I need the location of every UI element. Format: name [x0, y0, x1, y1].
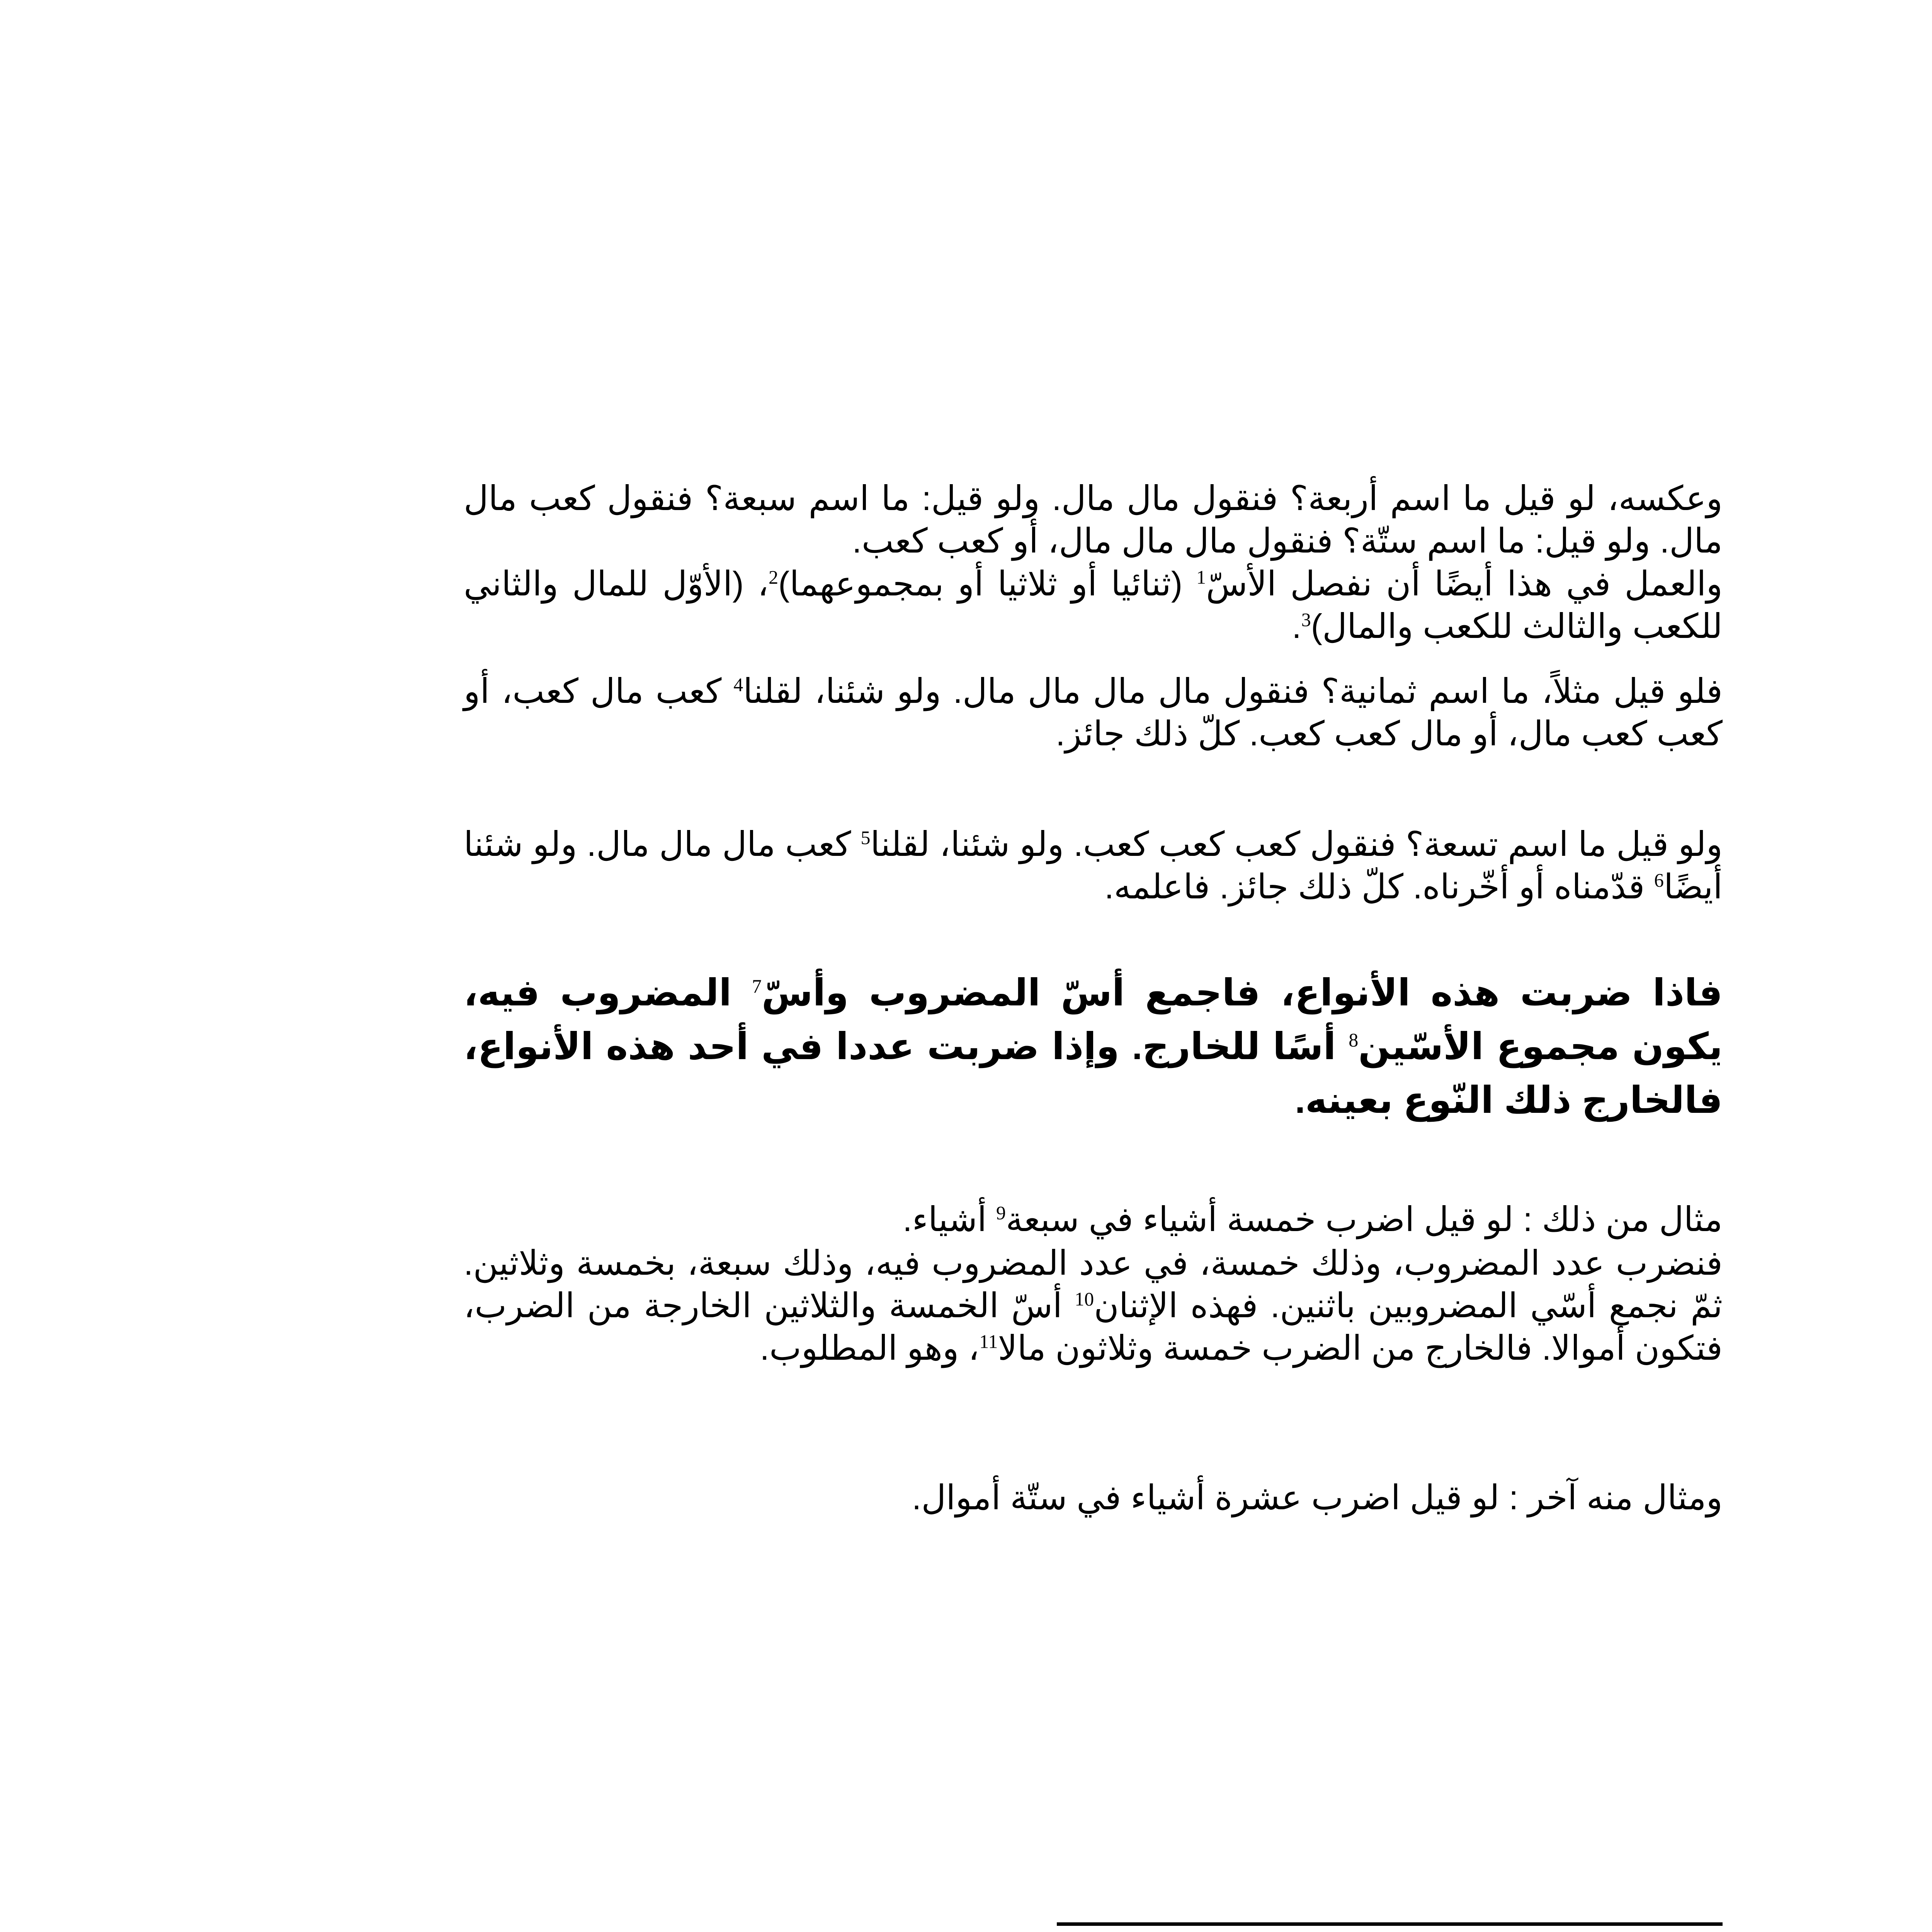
paragraph-text [464, 670, 1723, 755]
text-segment: ومثال منه آخر : لو قيل اضرب عشرة أشياء في ستّة أموال. [912, 1478, 1723, 1517]
paragraph-text [464, 563, 1723, 648]
text-segment: فاذا ضربت هذه الأنواع، فاجمع أسّ المضروب وأسّ [762, 972, 1723, 1014]
text-segment: وعكسه، لو قيل ما اسم أربعة؟ فنقول مال مال. ولو قيل: ما اسم سبعة؟ فنقول كعب مال مال. ولو قيل: ما اسم ستّة؟ فنقول مال مال مال، أو كعب كعب. [464, 479, 1723, 560]
paragraph-6 [464, 1198, 1723, 1241]
paragraph-4 [464, 823, 1723, 908]
footnote-ref[interactable]: 6 [1654, 869, 1664, 891]
paragraph-7 [464, 1242, 1723, 1369]
footnote-ref[interactable]: 3 [1301, 609, 1311, 631]
paragraph-text [464, 966, 1723, 1127]
paragraph-text [464, 1198, 1723, 1241]
footnote-separator [1057, 1922, 1723, 1926]
bold-rule-paragraph [464, 966, 1723, 1127]
paragraph-3 [464, 670, 1723, 755]
footnote-ref[interactable]: 5 [861, 827, 871, 849]
text-segment: أسّ الخمسة والثلاثين الخارجة من الضرب، فتكون أموالا. فالخارج من الضرب خمسة وثلاثون مالا [464, 1286, 1723, 1367]
footnote-ref[interactable]: 4 [733, 673, 743, 696]
text-segment: ولو قيل ما اسم تسعة؟ فنقول كعب كعب كعب. ولو شئنا، لقلنا [870, 825, 1723, 863]
text-segment: أشياء. [903, 1200, 996, 1238]
text-segment: . [1292, 607, 1301, 645]
text-segment: كعب مال كعب، أو كعب كعب مال، أو مال كعب كعب. كلّ ذلك جائز. [464, 672, 1723, 753]
footnote-ref[interactable]: 7 [752, 975, 762, 997]
text-segment: فلو قيل مثلاً، ما اسم ثمانية؟ فنقول مال مال مال مال. ولو شئنا، لقلنا [743, 672, 1723, 710]
paragraph-1 [464, 477, 1723, 562]
footnote-ref[interactable]: 9 [996, 1202, 1006, 1224]
text-segment: المضروب فيه، يكون مجموع الأسّين [464, 972, 1723, 1067]
paragraph-8 [464, 1476, 1723, 1519]
paragraph-2 [464, 563, 1723, 648]
text-segment: ، (الأوّل للمال والثاني للكعب والثالث للكعب والمال) [464, 565, 1723, 645]
footnote-ref[interactable]: 1 [1196, 566, 1206, 588]
paragraph-text [464, 477, 1723, 562]
footnote-ref[interactable]: 11 [979, 1330, 998, 1352]
text-segment: كعب مال مال مال. ولو شئنا أيضًا [464, 825, 1723, 906]
footnote-ref[interactable]: 10 [1075, 1288, 1094, 1310]
footnote-ref[interactable]: 8 [1349, 1029, 1359, 1051]
text-segment: ، وهو المطلوب. [760, 1329, 980, 1367]
text-segment: قدّمناه أو أخّرناه. كلّ ذلك جائز. فاعلمه. [1104, 867, 1654, 906]
text-segment: والعمل في هذا أيضًا أن نفصل الأسّ [1206, 565, 1723, 603]
paragraph-text [464, 1242, 1723, 1369]
text-segment: مثال من ذلك : لو قيل اضرب خمسة أشياء في سبعة [1005, 1200, 1723, 1238]
paragraph-text [464, 823, 1723, 908]
footnote-ref[interactable]: 2 [769, 566, 779, 588]
text-segment: أسًا للخارج. وإذا ضربت عددا في أحد هذه الأنواع، فالخارج ذلك النّوع بعينه. [464, 1026, 1723, 1121]
paragraph-text [464, 1476, 1723, 1519]
text-segment: (ثنائيا أو ثلاثيا أو بمجموعهما) [778, 565, 1197, 603]
text-segment: فنضرب عدد المضروب، وذلك خمسة، في عدد المضروب فيه، وذلك سبعة، بخمسة وثلاثين. ثمّ نجمع أسّي المضروبين باثنين. فهذه الإثنان [464, 1244, 1723, 1325]
